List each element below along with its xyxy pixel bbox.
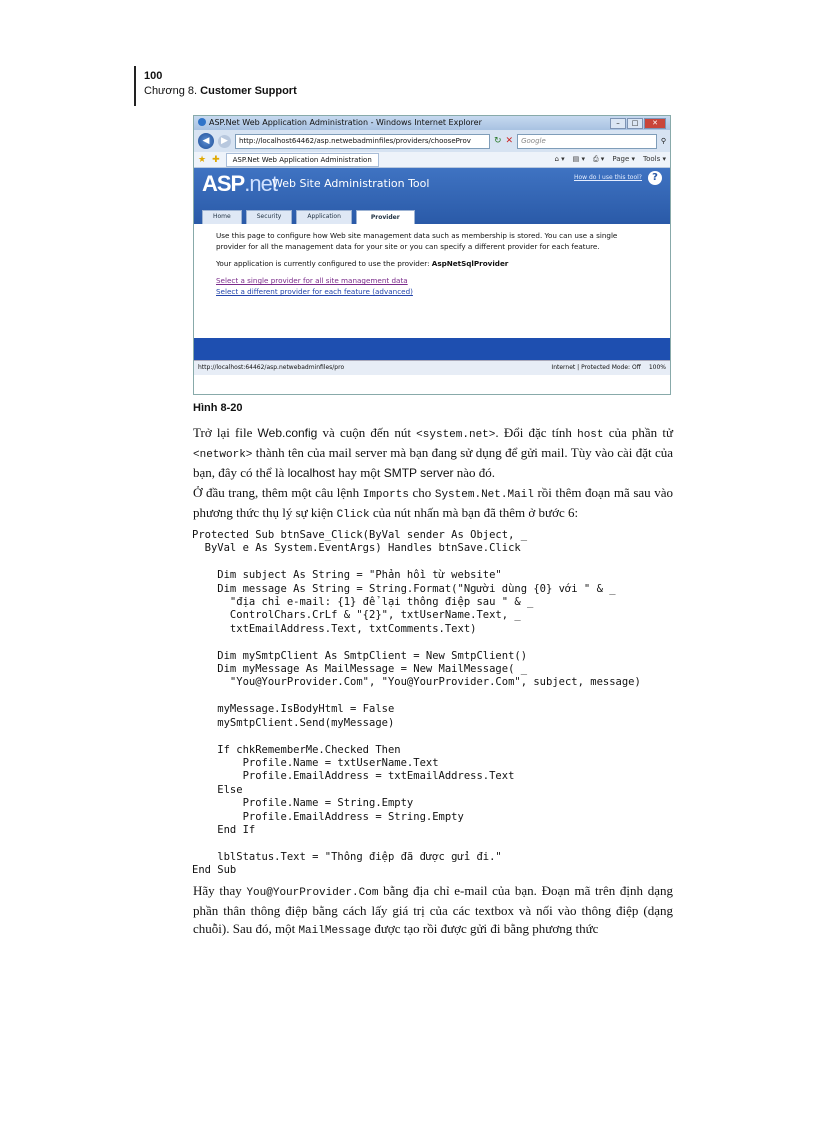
wsat-banner	[194, 168, 670, 224]
aspnet-logo: ASP.net	[202, 171, 277, 196]
status-bar	[194, 360, 670, 375]
browser-screenshot	[193, 115, 671, 395]
browser-tab[interactable]: ASP.Net Web Application Administration	[226, 153, 379, 167]
search-icon[interactable]: ⚲	[660, 137, 666, 145]
chapter-title: Chương 8. Customer Support	[144, 85, 297, 97]
feeds-icon[interactable]: ▤ ▾	[572, 155, 585, 163]
window-titlebar	[194, 116, 670, 130]
home-icon[interactable]: ⌂ ▾	[554, 155, 565, 163]
zoom-level[interactable]: 100%	[648, 364, 666, 371]
close-icon[interactable]: ✕	[644, 118, 666, 129]
tab-application[interactable]: Application	[296, 210, 352, 224]
running-header	[134, 66, 297, 106]
different-provider-link[interactable]: Select a different provider for each feature (advanced)	[216, 287, 413, 296]
figure-caption: Hình 8-20	[193, 402, 243, 414]
tab-provider[interactable]: Provider	[356, 210, 415, 224]
tab-home[interactable]: Home	[202, 210, 242, 224]
security-zone: Internet | Protected Mode: Off	[551, 364, 641, 371]
paragraph-1: Trở lại file Web.config và cuộn đến nút <system.net>. Đổi đặc tính host của phần tử <network> thành tên của mail server mà bạn đang sử dụng để gửi mail. Tùy vào cài đặt của bạn, đây có thể là localhost hay một SMTP server nào đó.	[193, 425, 674, 480]
page-menu[interactable]: Page ▾	[612, 155, 636, 163]
url-input[interactable]: http://localhost64462/asp.netwebadminfiles/providers/chooseProv	[235, 134, 490, 149]
page-number: 100	[144, 70, 163, 82]
single-provider-link[interactable]: Select a single provider for all site management data	[216, 276, 408, 285]
add-favorite-icon[interactable]: ✚	[212, 154, 220, 165]
how-do-i-link[interactable]: How do I use this tool?	[574, 174, 642, 181]
code-listing: Protected Sub btnSave_Click(ByVal sender As Object, _ ByVal e As System.EventArgs) Handles btnSave.Click Dim subject As String = "Phản hồi từ website" Dim message As String = String.Format("Người dùng {0} với " & _ "địa chỉ e-mail: {1} để lại thông điệp sau " & _ ControlChars.CrLf & "{2}", txtUserName.Text, _ txtEmailAddress.Text, txtComments.Text) Dim mySmtpClient As SmtpClient = New SmtpClient() Dim myMessage As MailMessage = New MailMessage( _ "You@YourProvider.Com", "You@YourProvider.Com", subject, message) myMessage.IsBodyHtml = False mySmtpClient.Send(myMessage) If chkRememberMe.Checked Then Profile.Name = txtUserName.Text Profile.EmailAddress = txtEmailAddress.Text Else Profile.Name = String.Empty Profile.EmailAddress = String.Empty End If lblStatus.Text = "Thông điệp đã được gửi đi." End Sub	[192, 529, 641, 877]
window-title: ASP.Net Web Application Administration - Windows Internet Explorer	[209, 118, 482, 127]
tools-menu[interactable]: Tools ▾	[643, 155, 666, 163]
tab-security[interactable]: Security	[246, 210, 293, 224]
paragraph-2: Ở đầu trang, thêm một câu lệnh Imports cho System.Net.Mail rồi thêm đoạn mã sau vào phương thức thụ lý sự kiện Click của nút nhấn mà bạn đã thêm ở bước 6:	[193, 485, 673, 521]
wsat-tabs	[202, 210, 415, 224]
maximize-icon[interactable]: □	[627, 118, 643, 129]
search-input[interactable]: Google	[517, 134, 657, 149]
back-button[interactable]: ◀	[198, 133, 214, 149]
minimize-icon[interactable]: –	[610, 118, 626, 129]
print-icon[interactable]: ⎙ ▾	[592, 155, 605, 163]
forward-button[interactable]: ▶	[218, 135, 231, 148]
page-footer-bar	[194, 338, 670, 360]
ie-icon	[198, 118, 206, 126]
help-icon[interactable]: ?	[648, 171, 662, 185]
wsat-content	[194, 224, 670, 338]
status-url: http://localhost:64462/asp.netwebadminfiles/pro	[198, 364, 345, 371]
intro-text: Use this page to configure how Web site management data such as membership is stored. You can use a single provider for all the management data for your site or you can specify a different provider for each feature.	[216, 231, 618, 251]
window-controls	[610, 118, 666, 129]
stop-icon[interactable]: ✕	[505, 136, 514, 146]
command-bar	[554, 155, 666, 164]
favorites-star-icon[interactable]: ★	[198, 154, 207, 165]
favorites-bar	[194, 152, 670, 168]
address-bar	[194, 130, 670, 152]
tool-title: Web Site Administration Tool	[272, 177, 430, 190]
refresh-icon[interactable]: ↻	[494, 136, 502, 146]
current-provider-text: Your application is currently configured to use the provider: AspNetSqlProvider	[216, 259, 509, 268]
paragraph-3: Hãy thay You@YourProvider.Com bằng địa chỉ e-mail của bạn. Đoạn mã trên định dạng phần thân thông điệp bằng cách lấy giá trị của các textbox và nối vào thông điệp (dạng chuỗi). Sau đó, một MailMessage được tạo rồi được gửi đi bằng phương thức	[193, 883, 674, 937]
